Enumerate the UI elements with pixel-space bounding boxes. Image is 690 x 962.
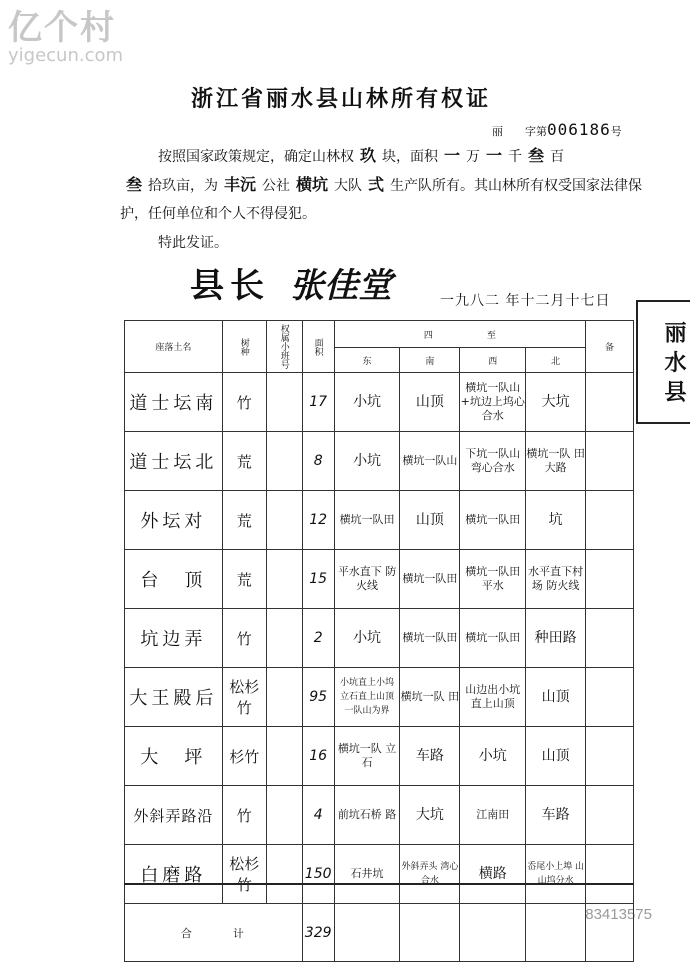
header-bounds: 四 至 — [334, 321, 585, 348]
table-row — [125, 786, 634, 845]
cell-tree: 竹 — [222, 373, 266, 432]
cell-owner — [266, 668, 302, 727]
cell-east: 前坑石桥 路 — [334, 786, 400, 845]
cell-east: 小坑 — [334, 432, 400, 491]
body-text-2a: 拾玖亩，为 — [148, 178, 219, 194]
cell-place: 外坛对 — [125, 491, 223, 550]
cell-tree: 松杉竹 — [222, 668, 266, 727]
cell-remark — [586, 432, 634, 491]
cell-south: 大坑 — [400, 786, 460, 845]
cell-north: 横坑一队 田大路 — [526, 432, 586, 491]
cell-remark — [586, 550, 634, 609]
cell-owner — [266, 550, 302, 609]
watermark-logo: 亿个村 — [8, 8, 116, 48]
header-remark: 备 — [586, 321, 634, 373]
header-north: 北 — [526, 348, 586, 373]
body-text-2c: 大队 — [334, 178, 363, 194]
cell-north: 坑 — [526, 491, 586, 550]
cell-area: 95 — [302, 668, 334, 727]
forest-register-table — [124, 320, 634, 962]
certificate-title: 浙江省丽水县山林所有权证 — [190, 86, 491, 112]
cert-prefix: 丽 字第 — [492, 125, 547, 138]
area-bai: 叁 — [528, 146, 545, 165]
cell-north: 岙尾小上埠 山山坞分水 — [526, 845, 586, 904]
cell-south: 横坑一队田 — [400, 609, 460, 668]
table-row — [125, 668, 634, 727]
table-row — [125, 491, 634, 550]
commune-value: 丰沅 — [224, 175, 257, 194]
cell-west: 横坑一队山+坑边上坞心合水 — [460, 373, 526, 432]
mayor-signature — [190, 258, 392, 307]
area-qian: 一 — [486, 146, 503, 165]
body-text-1c: 万 — [466, 149, 481, 165]
cell-remark — [586, 491, 634, 550]
cell-north: 种田路 — [526, 609, 586, 668]
cell-owner — [266, 373, 302, 432]
cell-west: 小坑 — [460, 727, 526, 786]
body-text-1e: 百 — [550, 149, 565, 165]
brigade-value: 横坑 — [296, 175, 329, 194]
table-row — [125, 550, 634, 609]
cell-tree: 松杉竹 — [222, 845, 266, 904]
cell-tree: 荒 — [222, 550, 266, 609]
cell-owner — [266, 727, 302, 786]
cell-owner — [266, 786, 302, 845]
cell-area: 4 — [302, 786, 334, 845]
cell-tree: 荒 — [222, 491, 266, 550]
cell-east: 横坑一队田 — [334, 491, 400, 550]
bottom-rule — [124, 883, 634, 885]
cell-west: 横坑一队田 平水 — [460, 550, 526, 609]
cell-tree: 杉竹 — [222, 727, 266, 786]
table-row — [125, 727, 634, 786]
cell-area: 8 — [302, 432, 334, 491]
team-value: 弍 — [368, 175, 385, 194]
cell-owner — [266, 491, 302, 550]
cell-area: 16 — [302, 727, 334, 786]
header-tree: 树种 — [222, 321, 266, 373]
cert-suffix: 号 — [610, 125, 622, 138]
area-shi: 叁 — [126, 175, 143, 194]
cell-place: 外斜弄路沿 — [125, 786, 223, 845]
body-text-1b: 块，面积 — [382, 149, 439, 165]
cell-north: 大坑 — [526, 373, 586, 432]
cell-west: 山边出小坑 直上山顶 — [460, 668, 526, 727]
cell-west: 横路 — [460, 845, 526, 904]
cell-south: 车路 — [400, 727, 460, 786]
pieces-value: 玖 — [360, 146, 377, 165]
total-area: 329 — [302, 904, 334, 962]
cell-tree: 荒 — [222, 432, 266, 491]
cell-place: 大 坪 — [125, 727, 223, 786]
mayor-name: 张佳堂 — [290, 266, 392, 306]
watermark-site: yigecun.com — [8, 45, 124, 66]
cell-owner — [266, 609, 302, 668]
cell-owner — [266, 432, 302, 491]
cell-remark — [586, 786, 634, 845]
cell-west: 下坑一队山 弯心合水 — [460, 432, 526, 491]
cell-remark — [586, 727, 634, 786]
header-owner: 权属小班号 — [266, 321, 302, 373]
cell-place: 道士坛南 — [125, 373, 223, 432]
total-row — [125, 904, 634, 962]
header-area: 面积 — [302, 321, 334, 373]
cell-remark — [586, 609, 634, 668]
cell-remark — [586, 668, 634, 727]
cell-place: 白磨路 — [125, 845, 223, 904]
cell-east: 平水直下 防火线 — [334, 550, 400, 609]
cell-east: 小坑 — [334, 373, 400, 432]
table-row — [125, 432, 634, 491]
cell-north: 山顶 — [526, 668, 586, 727]
cert-number: 006186 — [547, 120, 611, 139]
table-row — [125, 845, 634, 904]
cell-south: 横坑一队山 — [400, 432, 460, 491]
cell-tree: 竹 — [222, 786, 266, 845]
body-text-1a: 按照国家政策规定，确定山林权 — [158, 149, 354, 165]
cell-place: 台 顶 — [125, 550, 223, 609]
cell-place: 坑边弄 — [125, 609, 223, 668]
cell-west: 横坑一队田 — [460, 609, 526, 668]
cell-remark — [586, 373, 634, 432]
table-row — [125, 373, 634, 432]
cell-east: 小坑 — [334, 609, 400, 668]
cell-remark — [586, 845, 634, 904]
mayor-label: 县长 — [190, 266, 270, 306]
table-row — [125, 609, 634, 668]
header-east: 东 — [334, 348, 400, 373]
cell-place: 道士坛北 — [125, 432, 223, 491]
cell-east: 石井坑 — [334, 845, 400, 904]
cell-west: 江南田 — [460, 786, 526, 845]
cell-area: 15 — [302, 550, 334, 609]
certificate-number — [492, 120, 622, 139]
cell-north: 水平直下村场 防火线 — [526, 550, 586, 609]
cell-south: 山顶 — [400, 491, 460, 550]
header-place: 座落土名 — [125, 321, 223, 373]
issue-statement: 特此发证。 — [158, 235, 228, 251]
cell-east: 小坑直上小坞 立石直上山顶 一队山为界 — [334, 668, 400, 727]
cell-owner — [266, 845, 302, 904]
cell-area: 150 — [302, 845, 334, 904]
cell-south: 横坑一队 田 — [400, 668, 460, 727]
cell-area: 2 — [302, 609, 334, 668]
cell-north: 山顶 — [526, 727, 586, 786]
header-south: 南 — [400, 348, 460, 373]
header-west: 西 — [460, 348, 526, 373]
issue-date: 一九八二 年十二月十七日 — [440, 293, 611, 309]
certificate-body — [120, 142, 668, 228]
watermark — [8, 10, 123, 66]
body-text-1d: 千 — [508, 149, 523, 165]
cell-south: 横坑一队田 — [400, 550, 460, 609]
official-seal: 丽 水 县 — [636, 300, 690, 424]
watermark-id: 83413575 — [585, 906, 652, 923]
cell-east: 横坑一队 立石 — [334, 727, 400, 786]
cell-area: 17 — [302, 373, 334, 432]
cell-south: 外斜弄头 湾心合水 — [400, 845, 460, 904]
body-text-2b: 公社 — [262, 178, 291, 194]
cell-west: 横坑一队田 — [460, 491, 526, 550]
area-wan: 一 — [444, 146, 461, 165]
cell-tree: 竹 — [222, 609, 266, 668]
total-label: 合 计 — [125, 904, 303, 962]
cell-place: 大王殿后 — [125, 668, 223, 727]
body-text-2d: 生产队所有。其山林所有权受国家法律保护，任何单位和个人不得侵犯。 — [120, 178, 643, 222]
cell-area: 12 — [302, 491, 334, 550]
cell-north: 车路 — [526, 786, 586, 845]
cell-south: 山顶 — [400, 373, 460, 432]
